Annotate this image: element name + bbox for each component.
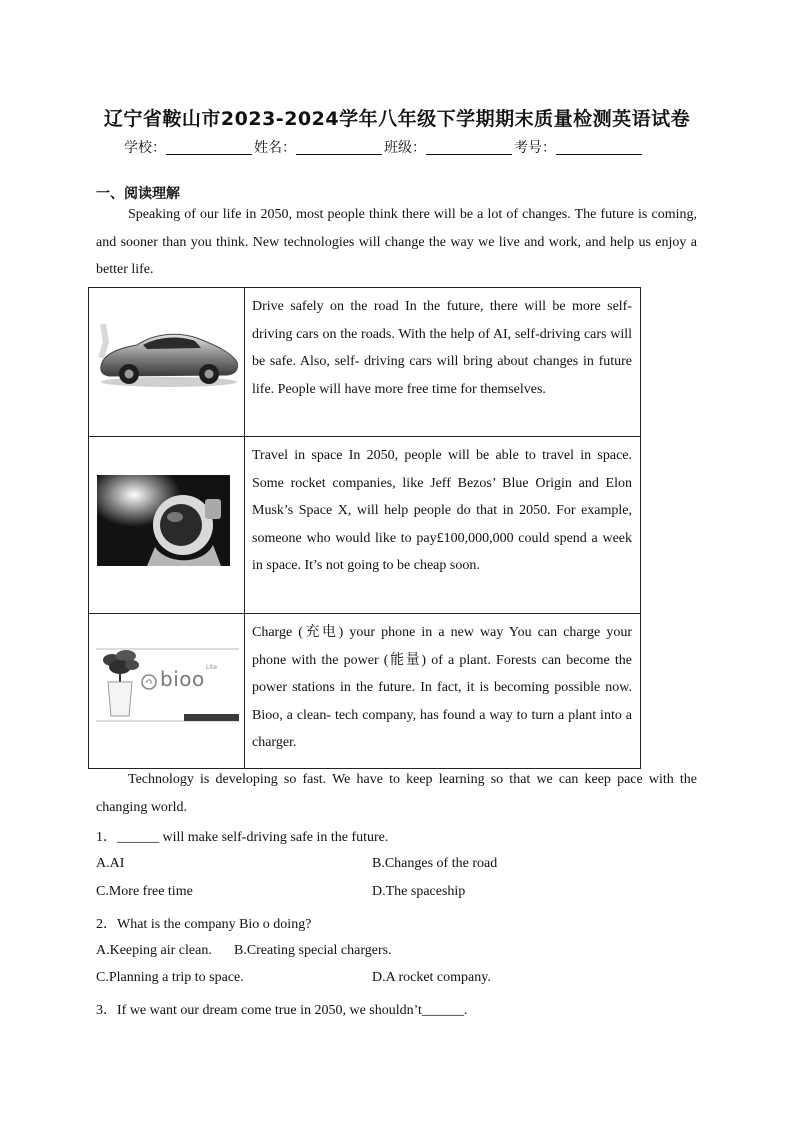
question-1-option-a[interactable]: A.AI (96, 856, 125, 871)
school-blank (166, 140, 252, 155)
question-1-option-d[interactable]: D.The spaceship (372, 884, 466, 899)
row-text: Charge (充电) your phone in a new way You can charge your phone with the power (能量) of a plant. Forests can become the power stations in the future. In fact, it is becoming possible now. Bioo, a clean- tech company, has found a way to turn a plant into a charger. (245, 614, 641, 769)
name-label: 姓名： (254, 140, 296, 156)
exam-number-label: 考号： (514, 140, 556, 156)
question-1-option-b[interactable]: B.Changes of the road (372, 856, 498, 871)
astronaut-icon (97, 475, 230, 566)
question-3-stem: 3．If we want our dream come true in 2050, we shouldn’t______. (96, 1003, 468, 1018)
question-2-option-a[interactable]: A.Keeping air clean. (96, 943, 212, 958)
exam-number-blank (556, 140, 642, 155)
page-title: 辽宁省鞍山市2023-2024学年八年级下学期期末质量检测英语试卷 (103, 108, 691, 130)
bioo-logo-text: bioo (160, 667, 205, 691)
name-blank (296, 140, 382, 155)
student-info-line (124, 137, 644, 157)
car-icon (97, 318, 240, 390)
question-2-option-d[interactable]: D.A rocket company. (372, 970, 491, 985)
image-cell (89, 288, 245, 437)
passage-table (88, 287, 641, 769)
question-2-option-c[interactable]: C.Planning a trip to space. (96, 970, 244, 985)
row-text: Drive safely on the road In the future, there will be more self- driving cars on the roads. With the help of AI, self-driving cars will be safe. Also, self- driving cars will bring about changes in future life. People will have more free time for themselves. (245, 288, 641, 437)
class-label: 班级： (384, 140, 426, 156)
table-row (89, 437, 641, 614)
closing-paragraph: Technology is developing so fast. We have to keep learning so that we can keep pace with the changing world. (96, 772, 697, 815)
bioo-logo-sup: Lite (206, 664, 218, 671)
section-heading: 一、阅读理解 (96, 186, 180, 202)
school-label: 学校： (124, 140, 166, 156)
table-row (89, 288, 641, 437)
table-row (89, 614, 641, 769)
question-2-stem: 2．What is the company Bio o doing? (96, 917, 312, 932)
image-cell (89, 614, 245, 769)
question-1-option-c[interactable]: C.More free time (96, 884, 193, 899)
bioo-plant-icon (96, 646, 239, 726)
class-blank (426, 140, 512, 155)
row-text: Travel in space In 2050, people will be able to travel in space. Some rocket companies, like Jeff Bezos’ Blue Origin and Elon Musk’s Space X, will help people do that in 2050. For example, someone who would like to pay£100,000,000 could spend a week in space. It’s not going to be cheap soon. (245, 437, 641, 614)
image-cell (89, 437, 245, 614)
intro-paragraph: Speaking of our life in 2050, most people think there will be a lot of changes. The future is coming, and sooner than you think. New technologies will change the way we live and work, and help us enjoy a better life. (96, 207, 697, 278)
question-1-stem: 1．______ will make self-driving safe in the future. (96, 830, 389, 845)
question-2-option-b[interactable]: B.Creating special chargers. (234, 943, 392, 958)
